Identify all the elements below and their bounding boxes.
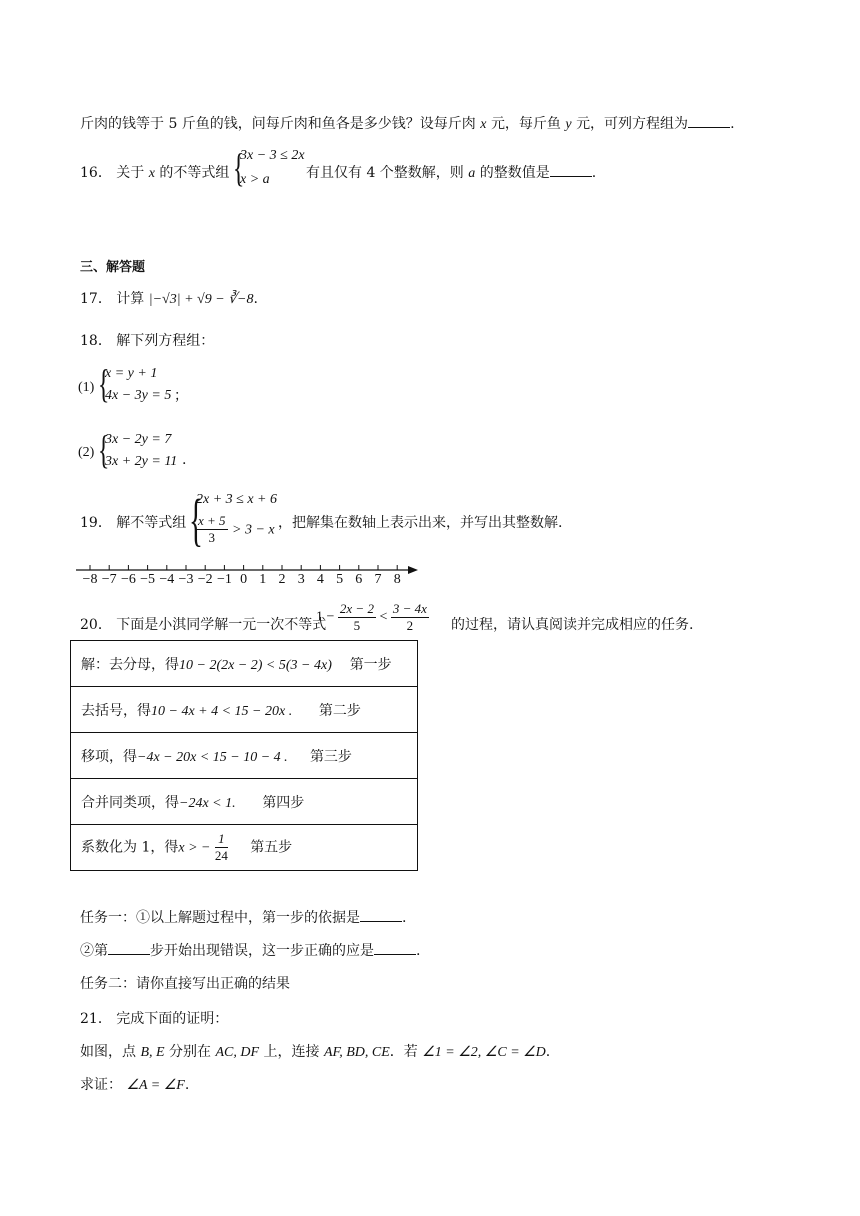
step-cell	[71, 733, 418, 779]
number-line-label: 5	[336, 572, 344, 587]
period: .	[182, 452, 187, 468]
fraction	[338, 601, 376, 634]
q18-part2-label: (2)	[78, 445, 95, 460]
q18-prompt: 解下列方程组：	[116, 333, 215, 349]
q16-text-a: 关于	[116, 165, 145, 181]
period: .	[545, 1044, 551, 1060]
fraction-numerator: 3 − 4x	[392, 601, 427, 616]
q17-text	[80, 288, 258, 308]
number-line-label: −6	[120, 572, 136, 587]
var-x: x	[480, 117, 487, 132]
q17-label: 计算	[116, 291, 145, 307]
fraction	[215, 831, 228, 864]
q19-ineq1: 2x + 3 ≤ x + 6	[196, 492, 278, 507]
q15-text-c: 元，可列方程组为	[576, 116, 689, 132]
q20-text	[80, 614, 326, 634]
number-line-label: 0	[240, 572, 248, 587]
q16-text-tail	[306, 162, 596, 182]
number-line-label: −2	[197, 572, 213, 587]
table-row	[71, 687, 418, 733]
period: .	[416, 943, 421, 959]
number-line-label: 6	[355, 572, 363, 587]
solution-steps-table	[70, 640, 418, 871]
system-brace: {	[232, 145, 245, 190]
period: .	[730, 116, 735, 132]
answer-blank[interactable]	[550, 164, 592, 177]
step-text: 去括号，得	[81, 702, 151, 719]
q16-text	[80, 162, 229, 182]
q19-ineq2-rest: > 3 − x	[232, 522, 275, 538]
q21-prove-label: 求证：	[80, 1077, 122, 1093]
q20-inequality	[316, 601, 429, 634]
number-line-label: −3	[178, 572, 194, 587]
fraction-numerator: 2x − 2	[339, 601, 374, 616]
step-text: 合并同类项，得	[81, 794, 179, 811]
q21-text-c: 上，连接	[263, 1044, 320, 1060]
q18-p1-eq2: 4x − 3y = 5	[105, 388, 172, 403]
var-a: a	[468, 166, 476, 181]
q21-prompt: 完成下面的证明：	[116, 1011, 229, 1027]
system-brace: {	[188, 487, 203, 552]
q16-text-b: 的不等式组	[159, 165, 230, 181]
number-line-label: −4	[159, 572, 175, 587]
table-row	[71, 641, 418, 687]
answer-blank[interactable]	[374, 942, 416, 955]
fraction-denominator: 24	[214, 848, 228, 863]
q18-text	[80, 330, 214, 350]
task1b-text-b: 步开始出现错误，这一步正确的应是	[150, 943, 374, 959]
step-text: 移项，得	[81, 748, 137, 765]
step-text: 系数化为 1，得	[81, 839, 179, 856]
number-line-label: 7	[374, 572, 382, 587]
section-heading: 三、解答题	[80, 260, 146, 275]
q18-part1-label: (1)	[78, 380, 95, 395]
step-label: 第一步	[349, 656, 392, 673]
step-math: −4x − 20x < 15 − 10 − 4 .	[137, 749, 288, 765]
q18-p2-eq2: 3x + 2y = 11	[105, 454, 178, 469]
var-y: y	[565, 117, 572, 132]
system-brace: {	[97, 361, 110, 406]
q18-p1-eq1: x = y + 1	[105, 366, 158, 381]
q21-points: B, E	[140, 1045, 165, 1060]
q20-number: 20．	[80, 617, 112, 633]
period: .	[591, 165, 597, 181]
q18-p2-eq1: 3x − 2y = 7	[105, 432, 172, 447]
q17-number: 17．	[80, 291, 112, 307]
step-math: 10 − 2(2x − 2) < 5(3 − 4x)	[179, 657, 332, 673]
q19-ineq2	[196, 513, 275, 546]
period: .	[184, 1077, 190, 1093]
q17-expression: |−√3| + √9 − ∛−8	[148, 292, 254, 307]
step-math: −24x < 1.	[179, 795, 236, 811]
q21-prove	[80, 1074, 189, 1094]
step-cell	[71, 687, 418, 733]
number-line-label: −8	[82, 572, 98, 587]
number-line-label: −1	[216, 572, 232, 587]
step-cell	[71, 825, 418, 871]
q19-text-b: ，把解集在数轴上表示出来，并写出其整数解.	[278, 515, 563, 531]
step-cell	[71, 641, 418, 687]
step-text: 解：去分母，得	[81, 656, 179, 673]
step-cell	[71, 779, 418, 825]
task2-text: 任务二：请你直接写出正确的结果	[80, 976, 290, 992]
q15-text-b: 元，每斤鱼	[490, 116, 561, 132]
table-row	[71, 779, 418, 825]
q21-line2	[80, 1041, 550, 1061]
step-label: 第五步	[250, 839, 293, 856]
number-line-label: −7	[101, 572, 117, 587]
q20-text-b: 的过程，请认真阅读并完成相应的任务.	[451, 617, 694, 633]
system-brace: {	[97, 427, 110, 472]
period: .	[402, 910, 407, 926]
q21-text-d: ．若	[389, 1044, 418, 1060]
q19-text-a: 解不等式组	[116, 515, 187, 531]
q18-number: 18．	[80, 333, 112, 349]
q16-ineq1: 3x − 3 ≤ 2x	[240, 148, 305, 163]
q21-condition: ∠1 = ∠2, ∠C = ∠D	[422, 1045, 546, 1060]
number-line-label: 3	[297, 572, 305, 587]
table-row	[71, 825, 418, 871]
number-line-label: 4	[316, 572, 324, 587]
number-line-label: 2	[278, 572, 286, 587]
fraction	[391, 601, 429, 634]
q20-text-a: 下面是小淇同学解一元一次不等式	[116, 617, 327, 633]
fraction-denominator: 5	[353, 618, 361, 633]
number-line-label: 8	[393, 572, 401, 587]
number-line-label: −5	[140, 572, 156, 587]
task1-text: 任务一：①以上解题过程中，第一步的依据是	[80, 910, 360, 926]
step-label: 第三步	[309, 748, 352, 765]
number-line-label: 1	[259, 572, 267, 587]
q15-text	[80, 113, 735, 133]
q19-number: 19．	[80, 515, 112, 531]
task1b-line	[80, 940, 420, 960]
q21-text-b: 分别在	[169, 1044, 212, 1060]
step-math: x > −	[178, 840, 211, 856]
less-than: <	[379, 609, 388, 625]
punct: ；	[174, 388, 188, 404]
q21-number: 21．	[80, 1011, 112, 1027]
task1b-text-a: ②第	[80, 943, 108, 959]
q21-lines: AC, DF	[215, 1045, 260, 1060]
answer-blank[interactable]	[360, 909, 402, 922]
q21-text	[80, 1008, 228, 1028]
q15-text-a: 斤肉的钱等于 5 斤鱼的钱，问每斤肉和鱼各是多少钱？设每斤肉	[80, 116, 476, 132]
q16-text-d: 的整数值是	[479, 165, 550, 181]
answer-blank[interactable]	[688, 115, 730, 128]
number-line	[76, 560, 426, 590]
q21-segments: AF, BD, CE	[323, 1045, 390, 1060]
fraction	[196, 513, 228, 546]
arrow-icon	[408, 566, 418, 574]
step-label: 第四步	[262, 794, 305, 811]
fraction-denominator: 2	[406, 618, 414, 633]
task1-line	[80, 907, 406, 927]
q16-number: 16．	[80, 165, 112, 181]
step-label: 第二步	[318, 702, 361, 719]
fraction-numerator: 1	[215, 831, 228, 848]
q21-prove-statement: ∠A = ∠F	[126, 1078, 185, 1093]
step-math: 10 − 4x + 4 < 15 − 20x .	[151, 703, 293, 719]
q20-lhs: 1 −	[316, 609, 335, 625]
q19-text	[80, 512, 186, 532]
q21-text-a: 如图，点	[80, 1044, 136, 1060]
fraction-numerator: x + 5	[198, 513, 226, 528]
q16-text-c: 有且仅有 4 个整数解，则	[306, 165, 464, 181]
fraction-denominator: 3	[208, 530, 216, 545]
period: .	[253, 291, 258, 307]
table-row	[71, 733, 418, 779]
var-x: x	[148, 166, 155, 181]
answer-blank[interactable]	[108, 942, 150, 955]
q16-ineq2: x > a	[240, 172, 270, 187]
